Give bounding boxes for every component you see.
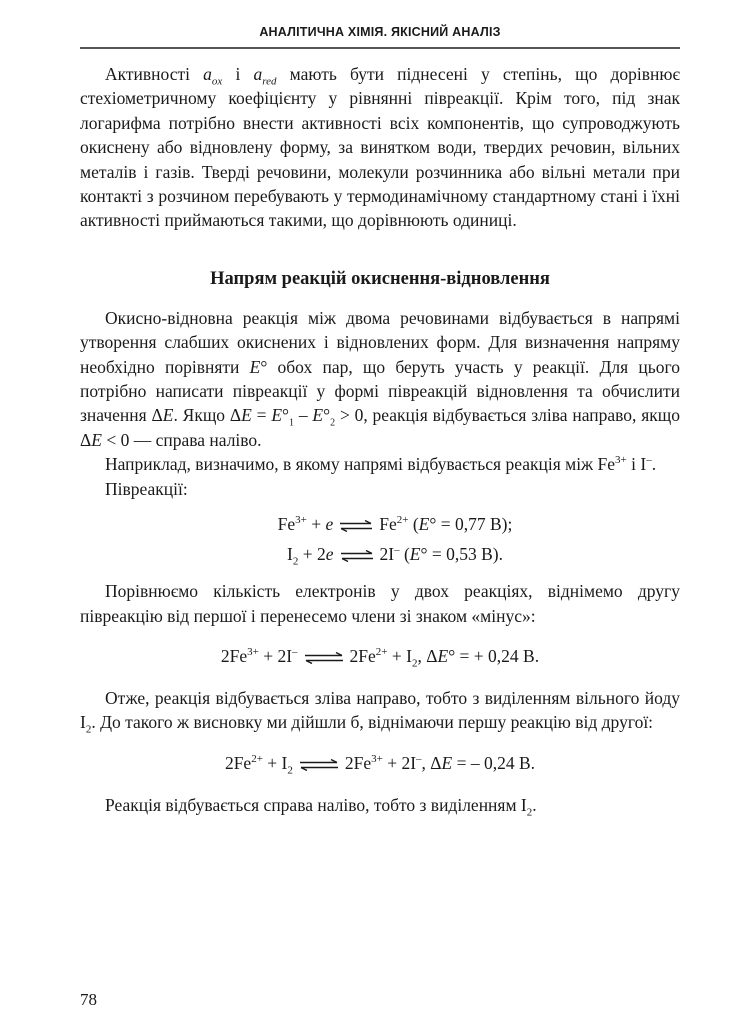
charge-superscript: 3+ xyxy=(371,752,383,765)
subscript: 2 xyxy=(411,657,418,670)
potential-symbol: E xyxy=(241,405,252,426)
iron-symbol: Fe xyxy=(597,454,616,475)
potential-symbol: E xyxy=(418,514,430,535)
formula-text: ( xyxy=(399,544,410,565)
paragraph-final xyxy=(80,793,680,817)
text-run: . Якщо Δ xyxy=(173,405,242,426)
text-run: = xyxy=(251,405,272,426)
charge-superscript: 3+ xyxy=(615,454,627,467)
paragraph-example xyxy=(80,452,680,476)
text-run: і xyxy=(626,454,641,475)
potential-value: = – 0,24 В. xyxy=(452,752,536,773)
charge-superscript: 3+ xyxy=(247,646,259,659)
potential-value: ° = 0,77 В); xyxy=(429,514,513,535)
potential-symbol: E xyxy=(271,405,283,426)
half-reaction-iodine xyxy=(80,539,680,569)
text-run: Отже, реакція відбувається зліва направо, тобто з виділенням вільного йоду I xyxy=(80,687,680,733)
potential-symbol: E xyxy=(437,645,449,666)
text-run: Активності xyxy=(105,64,204,84)
potential-symbol: E xyxy=(441,752,453,773)
activity-symbol: a xyxy=(203,64,212,84)
page-body xyxy=(80,62,680,817)
degree-sign: ° xyxy=(282,405,290,426)
text-run: Реакція відбувається справа наліво, тобто з виділенням I xyxy=(105,794,527,815)
activity-subscript-ox: ox xyxy=(211,75,223,88)
potential-value: ° = 0,53 В). xyxy=(420,544,503,565)
page-number: 78 xyxy=(80,990,97,1009)
equilibrium-arrow-icon xyxy=(339,520,373,532)
header-rule xyxy=(80,47,680,49)
paragraph-half-reactions-label: Півреакції: xyxy=(105,478,188,499)
subscript: 2 xyxy=(85,723,92,736)
paragraph-direction xyxy=(80,306,680,452)
equilibrium-arrow-icon xyxy=(304,652,344,664)
running-head: АНАЛІТИЧНА ХІМІЯ. ЯКІСНИЙ АНАЛІЗ xyxy=(259,25,501,39)
electron-symbol: e xyxy=(325,544,334,565)
subscript-2: 2 xyxy=(330,417,336,429)
degree-sign: ° xyxy=(260,356,268,377)
equilibrium-arrow-icon xyxy=(299,759,339,771)
formula-text: 2I xyxy=(379,544,395,565)
formula-text: Fe xyxy=(277,514,296,535)
text-run: < 0 — справа наліво. xyxy=(101,429,262,450)
section-title: Напрям реакцій окиснення-відновлення xyxy=(210,268,550,289)
formula-text: + I xyxy=(387,645,412,666)
half-reaction-iron xyxy=(80,509,680,539)
electron-symbol: e xyxy=(325,514,334,535)
minus-sign: – xyxy=(294,405,313,426)
formula-text: , Δ xyxy=(421,752,442,773)
formula-text: ( xyxy=(408,514,419,535)
formula-text: , Δ xyxy=(417,645,438,666)
charge-superscript: – xyxy=(394,544,400,557)
iodine-symbol: I xyxy=(640,454,647,475)
potential-symbol: E xyxy=(91,429,102,450)
degree-sign: ° xyxy=(323,405,331,426)
charge-superscript: 2+ xyxy=(396,514,409,527)
text-run: Наприклад, визначимо, в якому напрямі відбувається реакція між xyxy=(105,454,598,475)
potential-symbol: E xyxy=(162,405,174,426)
subscript-1: 1 xyxy=(289,417,295,429)
formula-text: + 2I xyxy=(382,752,417,773)
formula-text: 2Fe xyxy=(220,645,248,666)
subscript: 2 xyxy=(526,806,533,819)
formula-text: 2Fe xyxy=(349,645,376,666)
potential-symbol: E xyxy=(312,405,324,426)
text-run: . xyxy=(651,454,657,475)
paragraph-conclusion xyxy=(80,686,680,735)
subscript: 2 xyxy=(287,764,293,777)
formula-text: + 2 xyxy=(298,544,326,565)
subscript: 2 xyxy=(292,555,299,568)
text-run: > 0, реакція відбувається зліва направо, якщо Δ xyxy=(80,405,681,450)
charge-superscript: 2+ xyxy=(251,752,263,765)
formula-text: + xyxy=(306,514,326,535)
formula-text: 2Fe xyxy=(224,752,252,773)
equilibrium-arrow-icon xyxy=(340,550,374,562)
text-run: . До такого ж висновку ми дійшли б, віднімаючи першу реакцію від другої: xyxy=(91,712,654,733)
formula-text: Fe xyxy=(379,514,397,535)
text-run: мають бути піднесені у степінь, що дорівнює стехіометричному коефіцієнту у рівнянні півреакції. Крім того, під знак логарифма потрібно внести активності всіх компонентів, що супроводжують окиснену або відновлену форму, за винятком води, твердих речовин, вільних металів і газів. Тверді речовини, молекули розчинника або вільні метали при контакті з розчином перебувають у термодинамічному стандартному стані і їхні активності приймаються такими, що дорівнюють одиниці. xyxy=(80,64,680,231)
text-run: і xyxy=(222,64,254,84)
charge-superscript: 2+ xyxy=(375,646,388,659)
charge-superscript: – xyxy=(292,646,298,659)
potential-symbol: E xyxy=(409,544,421,565)
charge-superscript: 3+ xyxy=(295,514,307,527)
formula-text: + I xyxy=(262,752,288,773)
paragraph-compare: Порівнюємо кількість електронів у двох реакціях, віднімемо другу півреакцію від першої і перенесемо члени зі знаком «мінус»: xyxy=(80,581,680,626)
formula-text: + 2I xyxy=(258,645,293,666)
activity-subscript-red: red xyxy=(262,75,277,88)
formula-text: 2Fe xyxy=(344,752,372,773)
half-reactions xyxy=(80,509,680,569)
charge-superscript: – xyxy=(416,752,422,765)
potential-value: ° = + 0,24 В. xyxy=(448,645,540,666)
overall-reaction-reverse xyxy=(80,747,680,779)
text-run: Окисно-відновна реакція між двома речовинами відбувається в напрямі утворення слабших окиснених і відновлених форм. Для визначення напряму необхідно порівняти xyxy=(80,307,680,377)
text-run: обох пар, що беруть участь у реакції. Для цього потрібно написати півреакції у формі півреакцій відновлення та обчислити значення Δ xyxy=(80,356,681,426)
potential-symbol: E xyxy=(249,356,261,377)
formula-text: I xyxy=(287,544,293,565)
charge-superscript: – xyxy=(646,454,652,467)
text-run: . xyxy=(532,794,537,815)
paragraph-activities xyxy=(80,62,680,233)
activity-symbol: a xyxy=(253,64,263,84)
overall-reaction-forward xyxy=(80,640,680,672)
